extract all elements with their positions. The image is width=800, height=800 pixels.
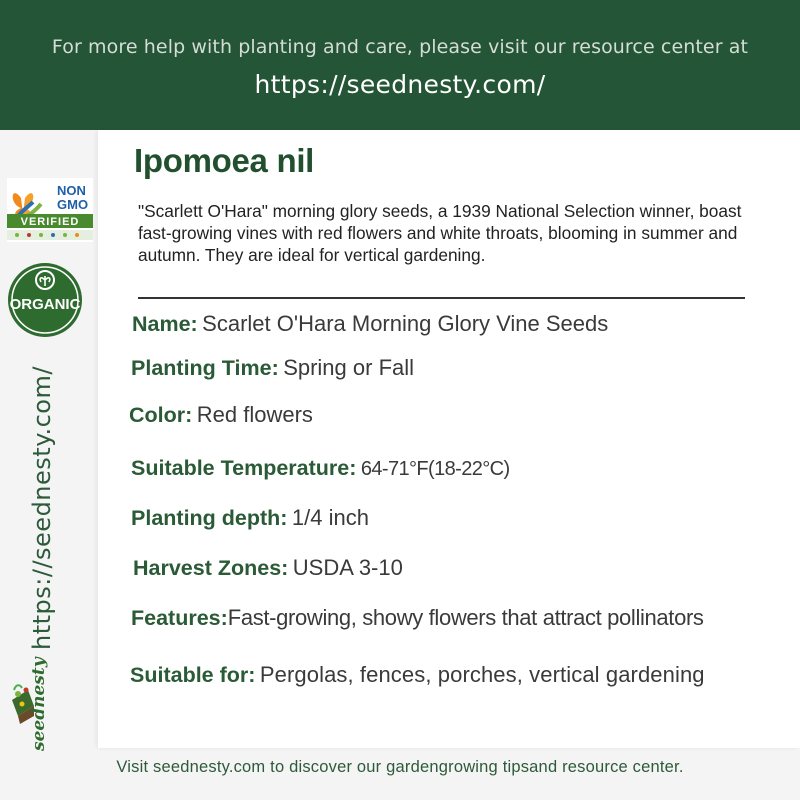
spec-value: 1/4 inch: [291, 505, 369, 530]
spec-row-planting-depth: [131, 505, 369, 531]
spec-row-suitable-for: [130, 662, 705, 688]
organic-text: ORGANIC: [9, 296, 81, 313]
spec-label: Planting depth:: [131, 506, 288, 530]
non-gmo-verified-icon: [7, 178, 93, 242]
spec-row-harvest-zones: [133, 555, 403, 581]
nongmo-mid-text: GMO: [57, 197, 89, 212]
divider: [138, 297, 745, 299]
footer-note: Visit seednesty.com to discover our gardengrowing tipsand resource center.: [116, 758, 684, 776]
spec-value: USDA 3-10: [292, 555, 403, 580]
nongmo-top-text: NON: [57, 183, 86, 198]
banner-text: For more help with planting and care, please visit our resource center at: [51, 36, 749, 58]
banner-url-link[interactable]: https://seednesty.com/: [254, 70, 546, 99]
spec-value: Spring or Fall: [283, 355, 415, 380]
spec-value: Pergolas, fences, porches, vertical gardening: [259, 662, 705, 687]
spec-label: Suitable for:: [130, 663, 256, 687]
spec-value: Scarlet O'Hara Morning Glory Vine Seeds: [202, 311, 609, 336]
spec-label: Harvest Zones:: [133, 556, 289, 580]
vertical-site-url[interactable]: https://seednesty.com/: [28, 366, 56, 650]
spec-label: Planting Time:: [131, 356, 279, 380]
spec-value: Fast-growing, showy flowers that attract pollinators: [227, 605, 704, 630]
header-banner: [0, 0, 800, 130]
nongmo-verified-text: VERIFIED: [20, 216, 80, 228]
spec-label: Features:: [131, 606, 228, 630]
logo-wordmark: seednesty: [29, 657, 49, 751]
product-title: Ipomoea nil: [134, 142, 315, 179]
spec-row-features: [131, 605, 704, 631]
spec-label: Color:: [129, 403, 193, 427]
spec-row-name: [132, 311, 608, 337]
spec-value: 64-71°F(18-22°C): [360, 458, 510, 480]
spec-row-temperature: [131, 456, 510, 481]
spec-row-planting-time: [131, 355, 414, 381]
spec-row-color: [129, 402, 313, 428]
spec-label: Suitable Temperature:: [131, 456, 357, 480]
product-description: "Scarlett O'Hara" morning glory seeds, a 1939 National Selection winner, boast fast-growing vines with red flowers and white throats, blooming in summer and autumn. They are ideal for vertical gardening.: [138, 201, 742, 265]
spec-label: Name:: [132, 312, 198, 336]
spec-value: Red flowers: [196, 402, 313, 427]
organic-badge-icon: [5, 262, 85, 338]
